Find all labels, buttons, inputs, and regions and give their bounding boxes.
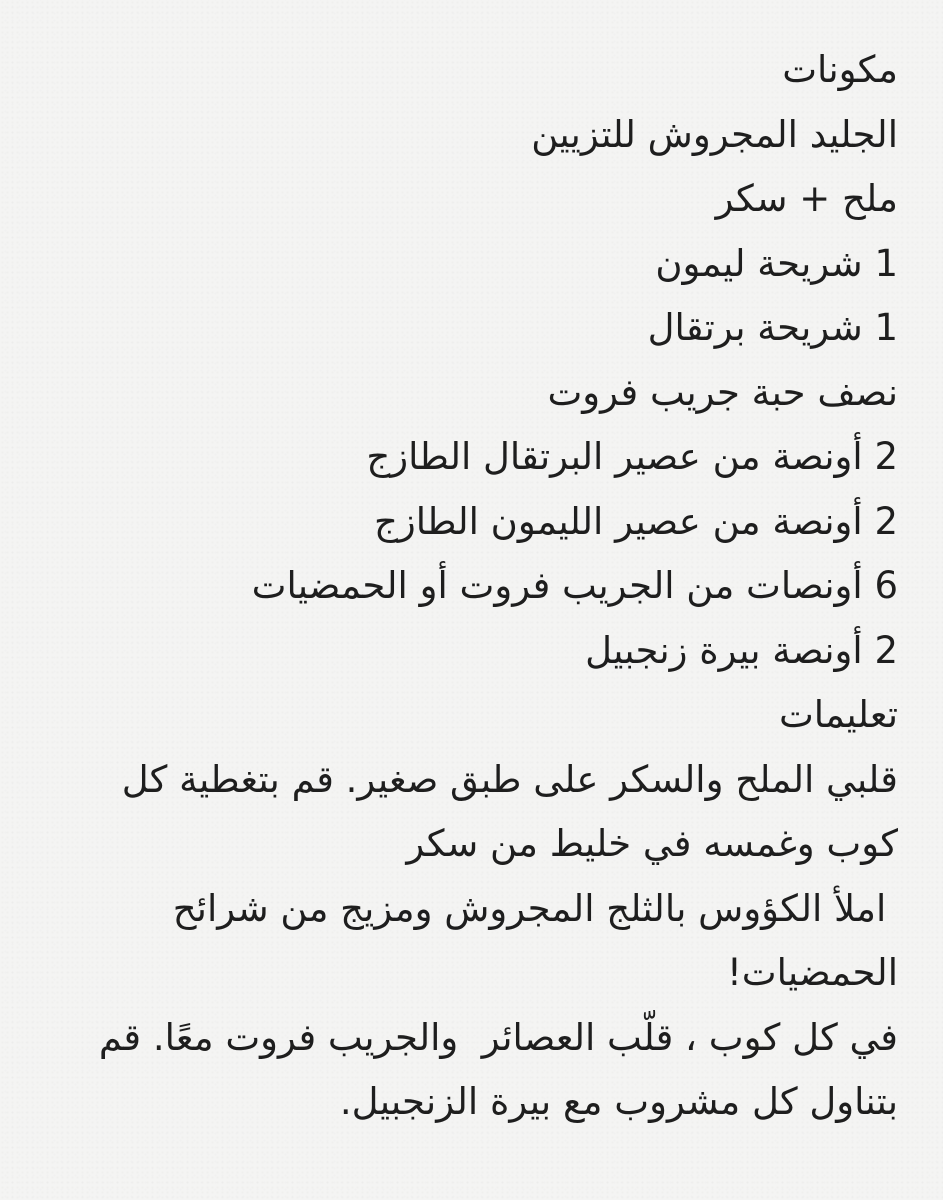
ingredient-item: 2 أونصة من عصير الليمون الطازج <box>373 499 898 543</box>
ingredient-item: الجليد المجروش للتزيين <box>531 112 898 156</box>
instruction-line: الحمضيات! <box>726 951 898 994</box>
ingredient-item: 2 أونصة بيرة زنجبيل <box>585 628 898 672</box>
instruction-line: في كل كوب ، قلّب العصائر والجريب فروت معًا. قم <box>98 1015 898 1059</box>
ingredient-item: ملح + سكر <box>715 177 898 220</box>
instruction-line: كوب وغمسه في خليط من سكر <box>406 822 898 865</box>
instruction-line: املأ الكؤوس بالثلج المجروش ومزيج من شرائح <box>172 886 898 930</box>
instruction-line: بتناول كل مشروب مع بيرة الزنجبيل. <box>339 1080 898 1123</box>
ingredients-heading: مكونات <box>782 48 898 91</box>
ingredients-list <box>60 103 898 684</box>
ingredient-item: 1 شريحة برتقال <box>647 306 898 349</box>
ingredient-item: 2 أونصة من عصير البرتقال الطازج <box>366 435 898 478</box>
recipe-note <box>60 38 898 1135</box>
instructions-heading: تعليمات <box>778 693 898 736</box>
ingredient-item: 1 شريحة ليمون <box>655 241 898 285</box>
instruction-line: قلبي الملح والسكر على طبق صغير. قم بتغطية كل <box>121 757 898 801</box>
ingredient-item: نصف حبة جريب فروت <box>547 370 898 414</box>
instructions-body <box>60 748 898 1135</box>
ingredient-item: 6 أونصات من الجريب فروت أو الحمضيات <box>251 564 898 607</box>
